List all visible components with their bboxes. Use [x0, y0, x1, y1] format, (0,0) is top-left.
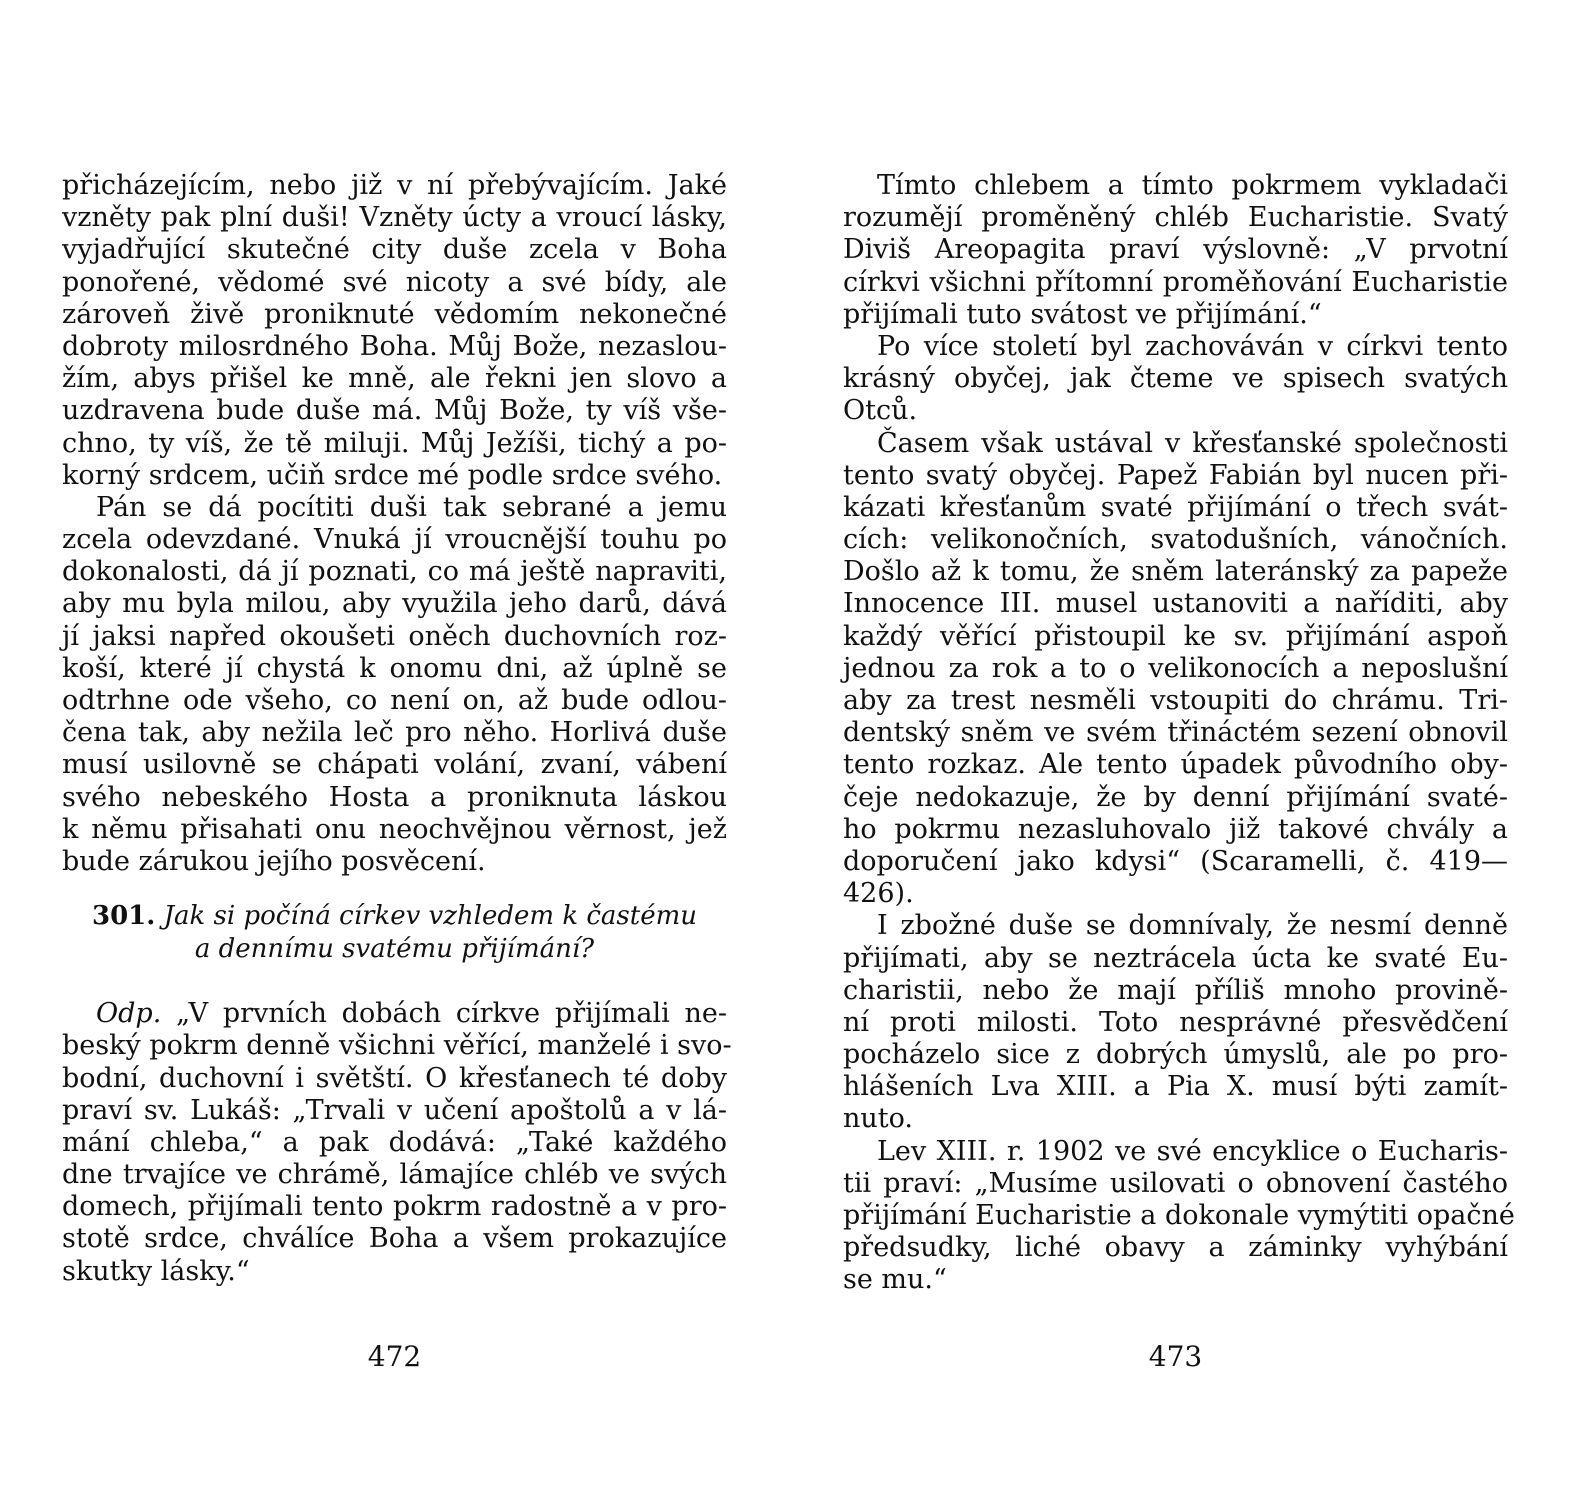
page-number-left: 472	[367, 1340, 422, 1373]
text-line: aby za trest nesměli vstoupiti do chrámu. Tri-	[843, 685, 1508, 716]
text-line: Po více století byl zachováván v církvi tento	[877, 330, 1508, 362]
text-line: dokonalosti, dá jí poznati, co má ještě napraviti,	[62, 556, 727, 588]
text-line: Pán se dá pocítiti duši tak sebrané a jemu	[96, 491, 727, 523]
text-line: jí jaksi napřed okoušeti oněch duchovních roz-	[62, 620, 727, 652]
text-line: čeje nedokazuje, že by denní přijímání svaté-	[843, 781, 1508, 813]
text-line: každý věřící přistoupil ke sv. přijímání aspoň	[843, 620, 1508, 652]
left-paragraph-1	[62, 170, 727, 492]
text-line: vyjadřující skutečné city duše zcela v Boha	[62, 234, 727, 266]
text-line: hlášeních Lva XIII. a Pia X. musí býti zamít-	[843, 1071, 1508, 1103]
answer-first-text: „V prvních dobách církve přijímali ne-	[176, 998, 727, 1030]
text-line: zcela odevzdané. Vnuká jí vroucnější touhu po	[62, 524, 727, 556]
text-line: čena tak, aby nežila leč pro něho. Horlivá duše	[62, 717, 727, 749]
text-line: stotě srdce, chválíce Boha a všem prokazujíce	[62, 1223, 727, 1255]
text-line: ponořené, vědomé své nicoty a své bídy, ale	[62, 266, 727, 298]
text-line: bodní, duchovní i světští. O křesťanech té doby	[62, 1062, 727, 1094]
question-heading	[62, 900, 727, 966]
text-line: chno, ty víš, že tě miluji. Můj Ježíši, tichý a po-	[62, 427, 727, 459]
text-line: Tímto chlebem a tímto pokrmem vykladači	[877, 170, 1508, 201]
question-heading-line-1	[62, 900, 727, 933]
left-page	[62, 170, 732, 1400]
text-line: se mu.“	[843, 1264, 947, 1296]
text-line: přicházejícím, nebo již v ní přebývajícím. Jaké	[62, 170, 727, 201]
text-line: Innocence III. musel ustanoviti a naříditi, aby	[843, 588, 1508, 620]
text-line: uzdravena bude duše má. Můj Bože, ty víš vše-	[62, 395, 727, 427]
right-page	[843, 170, 1515, 1400]
text-line: musí usilovně se chápati volání, zvaní, vábení	[62, 749, 727, 781]
text-line: bude zárukou jejího posvěcení.	[62, 845, 486, 877]
text-line: zároveň živě proniknuté vědomím nekonečné	[62, 298, 727, 330]
text-line: vzněty pak plní duši! Vzněty úcty a vroucí lásky,	[62, 202, 727, 234]
text-line: přijímati, aby se neztrácela úcta ke svaté Eu-	[843, 942, 1508, 974]
text-line: charistii, nebo že mají příliš mnoho provině-	[843, 974, 1508, 1006]
question-heading-line-2: a dennímu svatému přijímání?	[194, 934, 595, 965]
text-line: dentský sněm ve svém třináctém sezení obnovil	[843, 717, 1508, 749]
text-line: odtrhne ode všeho, co není on, až bude odlou-	[62, 685, 727, 716]
text-line: ho pokrmu nezasluhovalo již takové chvály a	[843, 813, 1508, 845]
text-line: skutky lásky.“	[62, 1255, 250, 1287]
text-line: tii praví: „Musíme usilovati o obnovení častého	[843, 1167, 1508, 1199]
text-line: krásný obyčej, jak čteme ve spisech svatých	[843, 363, 1508, 395]
page-number-right: 473	[1148, 1340, 1203, 1373]
text-line: mání chleba,“ a pak dodává: „Také každého	[62, 1126, 727, 1158]
text-line: rozumějí proměněný chléb Eucharistie. Svatý	[843, 202, 1508, 234]
right-paragraph-5	[843, 1135, 1515, 1297]
text-line: Lev XIII. r. 1902 ve své encyklice o Eucharis-	[877, 1135, 1508, 1167]
heading-spacer	[62, 980, 727, 998]
text-line: I zbožné duše se domnívaly, že nesmí denně	[877, 910, 1508, 942]
text-line: tento rozkaz. Ale tento úpadek původního oby-	[843, 749, 1508, 781]
text-line: korný srdcem, učiň srdce mé podle srdce svého.	[62, 459, 723, 491]
answer-first-line	[62, 998, 727, 1030]
left-paragraph-3	[62, 1030, 732, 1288]
text-line: Diviš Areopagita praví výslovně: „V prvotní	[843, 234, 1508, 266]
left-paragraph-2	[62, 492, 727, 878]
text-line: předsudky, liché obavy a záminky vyhýbání	[843, 1232, 1508, 1264]
text-line: nuto.	[843, 1103, 913, 1135]
right-paragraph-4	[843, 910, 1508, 1135]
text-line: ní proti milosti. Toto nesprávné přesvědčení	[843, 1006, 1508, 1038]
text-line: koší, které jí chystá k onomu dni, až úplně se	[62, 652, 727, 684]
text-line: kázati křesťanům svaté přijímání o třech svát-	[843, 491, 1508, 523]
answer-label: Odp.	[96, 998, 162, 1030]
right-paragraph-2	[843, 331, 1508, 428]
text-line: domech, přijímali tento pokrm radostně a v pro-	[62, 1191, 727, 1223]
text-line: jednou za rok a to o velikonocích a neposlušní	[843, 652, 1508, 684]
text-line: Otců.	[843, 395, 918, 427]
text-line: církvi všichni přítomní proměňování Eucharistie	[843, 266, 1508, 298]
text-line: pocházelo sice z dobrých úmyslů, ale po pro-	[843, 1039, 1508, 1071]
right-paragraph-3	[843, 428, 1508, 911]
text-line: k němu přisahati onu neochvějnou věrnost, jež	[62, 813, 727, 845]
text-line: žím, abys přišel ke mně, ale řekni jen slovo a	[62, 363, 727, 395]
text-line: svého nebeského Hosta a proniknuta láskou	[62, 781, 727, 813]
text-line: beský pokrm denně všichni věřící, manželé i svo-	[62, 1030, 732, 1062]
text-line: přijímali tuto svátost ve přijímání.“	[843, 298, 1322, 330]
text-line: Časem však ustával v křesťanské společnosti	[877, 427, 1508, 459]
question-heading-text-1: Jak si počíná církev vzhledem k častému	[163, 901, 697, 932]
text-line: Došlo až k tomu, že sněm lateránský za papeže	[843, 556, 1508, 588]
text-line: tento svatý obyčej. Papež Fabián byl nucen při-	[843, 459, 1508, 491]
text-line: dne trvajíce ve chrámě, lámajíce chléb ve svých	[62, 1159, 727, 1191]
right-paragraph-1	[843, 170, 1508, 331]
text-line: přijímání Eucharistie a dokonale vymýtiti opačné	[843, 1200, 1515, 1231]
text-line: doporučení jako kdysi“ (Scaramelli, č. 419—	[843, 845, 1508, 877]
text-line: 426).	[843, 878, 914, 910]
text-line: cích: velikonočních, svatodušních, vánočních.	[843, 524, 1508, 556]
text-line: aby mu byla milou, aby využila jeho darů, dává	[62, 588, 727, 620]
question-number: 301.	[92, 901, 156, 932]
text-line: praví sv. Lukáš: „Trvali v učení apoštolů a v lá-	[62, 1094, 727, 1126]
text-line: dobroty milosrdného Boha. Můj Bože, nezaslou-	[62, 330, 727, 362]
